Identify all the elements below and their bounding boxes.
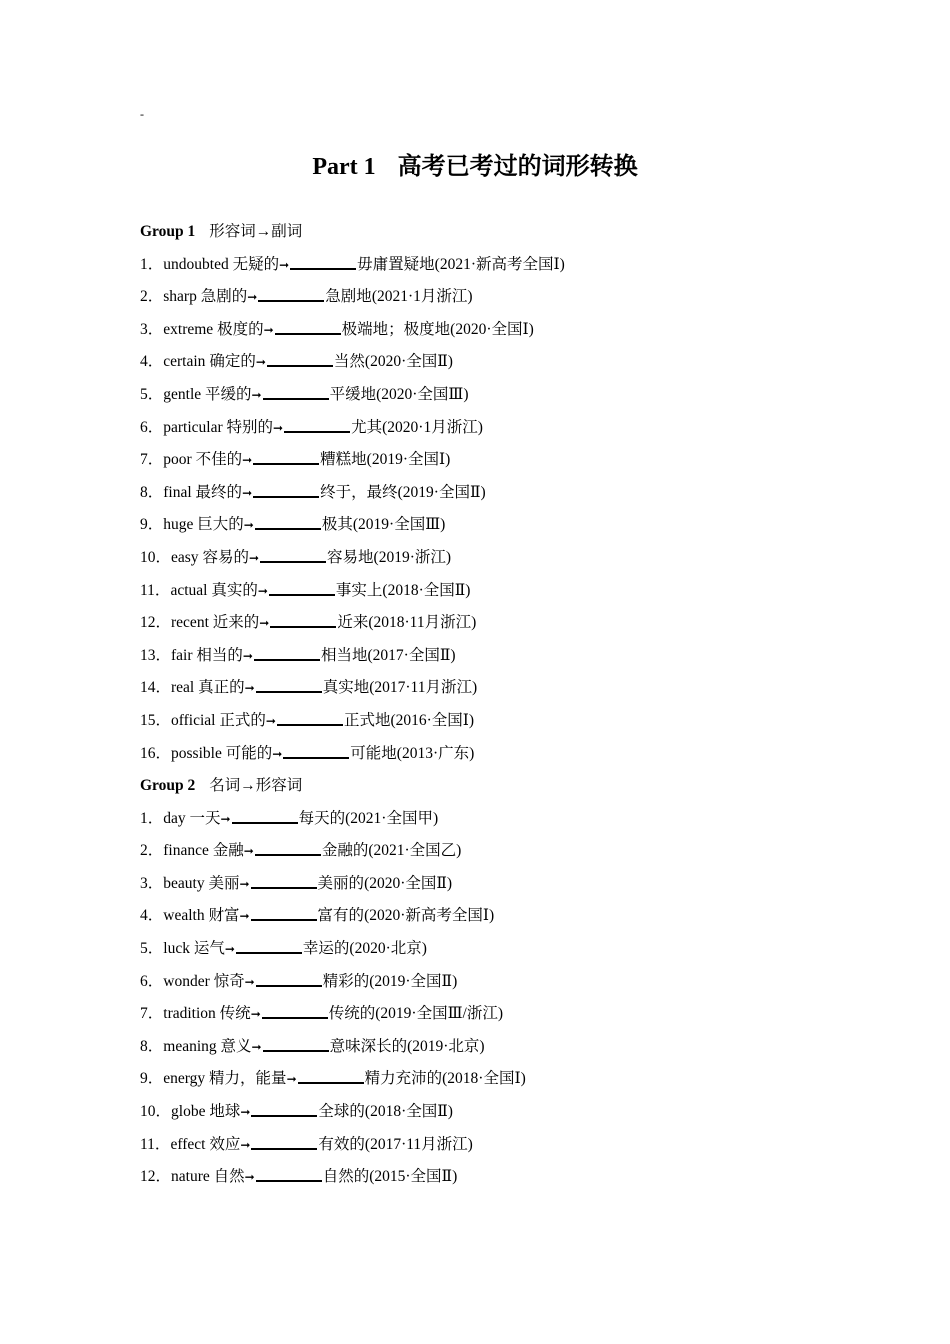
list-item: [140, 607, 840, 640]
item-answer-meaning: 自然的: [322, 1168, 370, 1186]
item-number: 9．: [140, 1070, 164, 1088]
item-meaning: 自然: [213, 1168, 245, 1186]
item-source: (2020·全国Ⅱ): [364, 874, 453, 892]
answer-blank[interactable]: [258, 285, 324, 302]
list-item: [140, 444, 840, 477]
item-source: (2019·全国Ⅱ): [397, 483, 486, 501]
item-source: (2018·全国Ⅰ): [442, 1070, 526, 1088]
arrow-icon: ➞: [250, 1007, 261, 1022]
item-word: finance: [163, 842, 209, 860]
item-answer-meaning: 相当地: [320, 646, 368, 664]
item-source: (2013·广东): [396, 744, 475, 762]
item-answer-meaning: 毋庸置疑地: [357, 255, 435, 273]
item-source: (2019·全国Ⅰ): [366, 451, 451, 469]
arrow-icon: ➞: [224, 942, 235, 957]
list-item: [140, 1063, 840, 1096]
answer-blank[interactable]: [255, 839, 321, 856]
list-item: [140, 900, 840, 933]
item-word: particular: [163, 418, 223, 436]
item-number: 8．: [140, 1037, 164, 1055]
item-number: 2．: [140, 842, 164, 860]
item-number: 3．: [140, 320, 164, 338]
answer-blank[interactable]: [251, 904, 317, 921]
item-word: wealth: [163, 907, 205, 925]
item-meaning: 无疑的: [232, 255, 280, 273]
item-meaning: 美丽: [208, 874, 240, 892]
arrow-icon: ➞: [242, 485, 253, 500]
item-word: undoubted: [163, 255, 229, 273]
item-meaning: 极度的: [217, 320, 264, 338]
item-answer-meaning: 终于，最终: [320, 483, 398, 501]
answer-blank[interactable]: [253, 481, 319, 498]
item-word: huge: [163, 516, 194, 534]
item-number: 13．: [140, 646, 172, 664]
item-answer-meaning: 平缓地: [329, 385, 377, 403]
list-item: [140, 1096, 840, 1129]
item-word: sharp: [163, 288, 197, 306]
group-heading: [140, 770, 840, 803]
item-word: day: [163, 809, 186, 827]
arrow-icon: ➞: [248, 550, 260, 565]
answer-blank[interactable]: [254, 644, 320, 661]
item-source: (2019·全国Ⅲ/浙江): [375, 1005, 504, 1023]
arrow-icon: ➞: [247, 290, 258, 305]
item-number: 11．: [140, 581, 171, 599]
item-number: 12．: [140, 1168, 172, 1186]
list-item: [140, 835, 840, 868]
item-meaning: 一天: [189, 809, 221, 827]
item-answer-meaning: 富有的: [317, 907, 365, 925]
list-item: [140, 868, 840, 901]
item-number: 7．: [140, 1005, 164, 1023]
list-item: [140, 249, 840, 282]
answer-blank[interactable]: [256, 676, 322, 693]
item-answer-meaning: 幸运的: [302, 940, 350, 958]
answer-blank[interactable]: [284, 416, 350, 433]
item-source: (2019·北京): [407, 1037, 485, 1055]
arrow-icon: ➞: [244, 681, 255, 696]
item-number: 12．: [140, 614, 172, 632]
item-number: 5．: [140, 385, 164, 403]
answer-blank[interactable]: [269, 579, 335, 596]
item-source: (2018·全国Ⅱ): [364, 1103, 453, 1121]
item-answer-meaning: 传统的: [328, 1005, 376, 1023]
item-source: (2018·全国Ⅱ): [382, 581, 471, 599]
exercise-content: [140, 216, 840, 1194]
answer-blank[interactable]: [251, 872, 317, 889]
item-meaning: 惊奇: [213, 972, 245, 990]
item-meaning: 真实的: [211, 581, 258, 599]
item-meaning: 真正的: [198, 679, 245, 697]
item-source: (2015·全国Ⅱ): [369, 1168, 458, 1186]
answer-blank[interactable]: [277, 709, 343, 726]
answer-blank[interactable]: [260, 546, 326, 563]
item-word: tradition: [163, 1005, 216, 1023]
item-meaning: 巨大的: [197, 516, 244, 534]
title-part: Part 1: [312, 154, 376, 180]
item-number: 15．: [140, 711, 172, 729]
list-item: [140, 412, 840, 445]
item-number: 14．: [140, 679, 172, 697]
item-meaning: 正式的: [219, 711, 266, 729]
item-word: actual: [170, 581, 208, 599]
group-label: 名词→形容词: [209, 777, 303, 795]
item-answer-meaning: 当然: [333, 353, 365, 371]
list-item: [140, 379, 840, 412]
list-item: [140, 966, 840, 999]
list-item: [140, 738, 840, 771]
list-item: [140, 477, 840, 510]
item-source: (2019·全国Ⅲ): [352, 516, 446, 534]
item-word: final: [163, 483, 192, 501]
answer-blank[interactable]: [251, 1100, 317, 1117]
group-title: Group 1: [140, 223, 196, 240]
item-meaning: 意义: [220, 1037, 252, 1055]
arrow-icon: ➞: [244, 1170, 255, 1185]
item-source: (2018·11月浙江): [368, 614, 477, 632]
item-word: energy: [163, 1070, 206, 1088]
arrow-icon: ➞: [240, 1105, 251, 1120]
answer-blank[interactable]: [263, 1035, 329, 1052]
answer-blank[interactable]: [270, 611, 336, 628]
item-meaning: 平缓的: [205, 385, 252, 403]
item-source: (2020·全国Ⅲ): [376, 385, 469, 403]
item-answer-meaning: 急剧地: [325, 288, 372, 306]
arrow-icon: ➞: [243, 844, 254, 859]
answer-blank[interactable]: [290, 253, 356, 270]
item-source: (2021·1月浙江): [371, 288, 473, 306]
list-item: [140, 281, 840, 314]
answer-blank[interactable]: [298, 1067, 364, 1084]
arrow-icon: ➞: [263, 322, 274, 337]
item-number: 10．: [140, 548, 172, 566]
arrow-icon: ➞: [239, 876, 250, 891]
item-meaning: 不佳的: [195, 451, 243, 469]
arrow-icon: ➞: [255, 355, 266, 370]
list-item: [140, 542, 840, 575]
list-item: [140, 933, 840, 966]
item-number: 6．: [140, 418, 164, 436]
list-item: [140, 509, 840, 542]
item-meaning: 急剧的: [200, 288, 248, 306]
arrow-icon: ➞: [257, 583, 268, 598]
answer-blank[interactable]: [263, 383, 329, 400]
item-source: (2019·全国Ⅱ): [369, 972, 458, 990]
item-word: recent: [171, 614, 209, 632]
arrow-icon: ➞: [286, 1072, 297, 1087]
list-item: [140, 803, 840, 836]
item-answer-meaning: 极端地；极度地: [341, 320, 451, 338]
item-source: (2020·新高考全国Ⅰ): [364, 907, 495, 925]
answer-blank[interactable]: [255, 513, 321, 530]
item-meaning: 效应: [209, 1135, 241, 1153]
item-meaning: 可能的: [225, 744, 273, 762]
item-number: 4．: [140, 353, 164, 371]
item-word: globe: [171, 1103, 206, 1121]
arrow-icon: ➞: [259, 616, 270, 631]
item-source: (2020·1月浙江): [382, 418, 483, 436]
answer-blank[interactable]: [256, 970, 322, 987]
arrow-icon: ➞: [239, 909, 250, 924]
item-word: luck: [163, 940, 190, 958]
item-word: wonder: [163, 972, 210, 990]
answer-blank[interactable]: [283, 742, 349, 759]
item-source: (2021·新高考全国Ⅰ): [434, 255, 565, 273]
group-title: Group 2: [140, 777, 196, 795]
item-number: 10．: [140, 1103, 172, 1121]
arrow-icon: ➞: [242, 453, 253, 468]
answer-blank[interactable]: [262, 1002, 328, 1019]
answer-blank[interactable]: [275, 318, 341, 335]
item-answer-meaning: 容易地: [327, 548, 374, 566]
item-word: certain: [163, 353, 206, 371]
arrow-icon: ➞: [251, 387, 262, 402]
list-item: [140, 1129, 840, 1162]
item-word: easy: [171, 548, 199, 566]
arrow-icon: ➞: [242, 648, 253, 663]
answer-blank[interactable]: [232, 807, 298, 824]
item-meaning: 运气: [193, 940, 225, 958]
item-answer-meaning: 有效的: [318, 1135, 365, 1153]
item-meaning: 确定的: [209, 353, 256, 371]
item-meaning: 传统: [219, 1005, 251, 1023]
item-number: 11．: [140, 1135, 171, 1153]
page-mark: -: [140, 107, 144, 121]
item-word: official: [171, 711, 216, 729]
item-number: 1．: [140, 809, 164, 827]
item-word: real: [171, 679, 195, 697]
list-item: [140, 575, 840, 608]
item-source: (2017·11月浙江): [369, 679, 478, 697]
arrow-icon: ➞: [272, 746, 283, 761]
group-heading: [140, 216, 840, 249]
item-answer-meaning: 全球的: [318, 1103, 365, 1121]
arrow-icon: ➞: [243, 518, 254, 533]
item-number: 4．: [140, 907, 164, 925]
list-item: [140, 314, 840, 347]
item-source: (2020·全国Ⅰ): [450, 320, 534, 338]
arrow-icon: ➞: [273, 420, 284, 435]
item-answer-meaning: 金融的: [321, 842, 369, 860]
page-title: [0, 150, 950, 184]
item-source: (2019·浙江): [373, 548, 452, 566]
arrow-icon: ➞: [265, 713, 276, 728]
list-item: [140, 705, 840, 738]
item-meaning: 容易的: [202, 548, 249, 566]
item-source: (2020·北京): [349, 940, 427, 958]
item-answer-meaning: 事实上: [335, 581, 383, 599]
item-meaning: 近来的: [212, 614, 260, 632]
item-meaning: 金融: [212, 842, 244, 860]
group-label: 形容词→副词: [209, 223, 303, 240]
item-number: 16．: [140, 744, 172, 762]
item-answer-meaning: 意味深长的: [329, 1037, 408, 1055]
item-meaning: 相当的: [196, 646, 243, 664]
answer-blank[interactable]: [256, 1165, 322, 1182]
item-number: 5．: [140, 940, 164, 958]
answer-blank[interactable]: [251, 1133, 317, 1150]
item-answer-meaning: 正式地: [343, 711, 391, 729]
item-answer-meaning: 精力充沛的: [364, 1070, 443, 1088]
item-source: (2021·全国乙): [368, 842, 462, 860]
item-word: poor: [163, 451, 192, 469]
answer-blank[interactable]: [267, 350, 333, 367]
item-number: 9．: [140, 516, 164, 534]
item-number: 8．: [140, 483, 164, 501]
list-item: [140, 346, 840, 379]
item-meaning: 特别的: [226, 418, 274, 436]
answer-blank[interactable]: [253, 448, 319, 465]
item-answer-meaning: 尤其: [351, 418, 383, 436]
item-source: (2021·全国甲): [345, 809, 439, 827]
list-item: [140, 998, 840, 1031]
item-answer-meaning: 极其: [321, 516, 353, 534]
list-item: [140, 672, 840, 705]
item-number: 1．: [140, 255, 164, 273]
arrow-icon: ➞: [240, 1137, 251, 1152]
title-text: 高考已考过的词形转换: [397, 154, 638, 180]
arrow-icon: ➞: [244, 974, 255, 989]
item-source: (2016·全国Ⅰ): [390, 711, 475, 729]
answer-blank[interactable]: [236, 937, 302, 954]
item-meaning: 地球: [209, 1103, 241, 1121]
item-meaning: 精力，能量: [209, 1070, 287, 1088]
item-meaning: 财富: [208, 907, 240, 925]
list-item: [140, 1031, 840, 1064]
item-number: 2．: [140, 288, 164, 306]
item-word: extreme: [163, 320, 214, 338]
item-meaning: 最终的: [195, 483, 243, 501]
arrow-icon: ➞: [279, 257, 290, 272]
item-word: beauty: [163, 874, 205, 892]
item-word: fair: [171, 646, 193, 664]
item-number: 3．: [140, 874, 164, 892]
list-item: [140, 640, 840, 673]
item-answer-meaning: 美丽的: [317, 874, 365, 892]
item-word: gentle: [163, 385, 202, 403]
item-source: (2017·全国Ⅱ): [367, 646, 456, 664]
list-item: [140, 1161, 840, 1194]
item-word: nature: [171, 1168, 210, 1186]
item-source: (2020·全国Ⅱ): [364, 353, 453, 371]
item-answer-meaning: 每天的: [298, 809, 346, 827]
item-answer-meaning: 近来: [337, 614, 369, 632]
arrow-icon: ➞: [251, 1039, 262, 1054]
item-word: effect: [170, 1135, 206, 1153]
item-number: 6．: [140, 972, 164, 990]
item-word: meaning: [163, 1037, 217, 1055]
item-answer-meaning: 真实地: [322, 679, 370, 697]
item-answer-meaning: 糟糕地: [320, 451, 367, 469]
item-number: 7．: [140, 451, 164, 469]
item-answer-meaning: 可能地: [350, 744, 397, 762]
item-source: (2017·11月浙江): [364, 1135, 473, 1153]
arrow-icon: ➞: [220, 811, 231, 826]
item-word: possible: [171, 744, 222, 762]
item-answer-meaning: 精彩的: [322, 972, 370, 990]
